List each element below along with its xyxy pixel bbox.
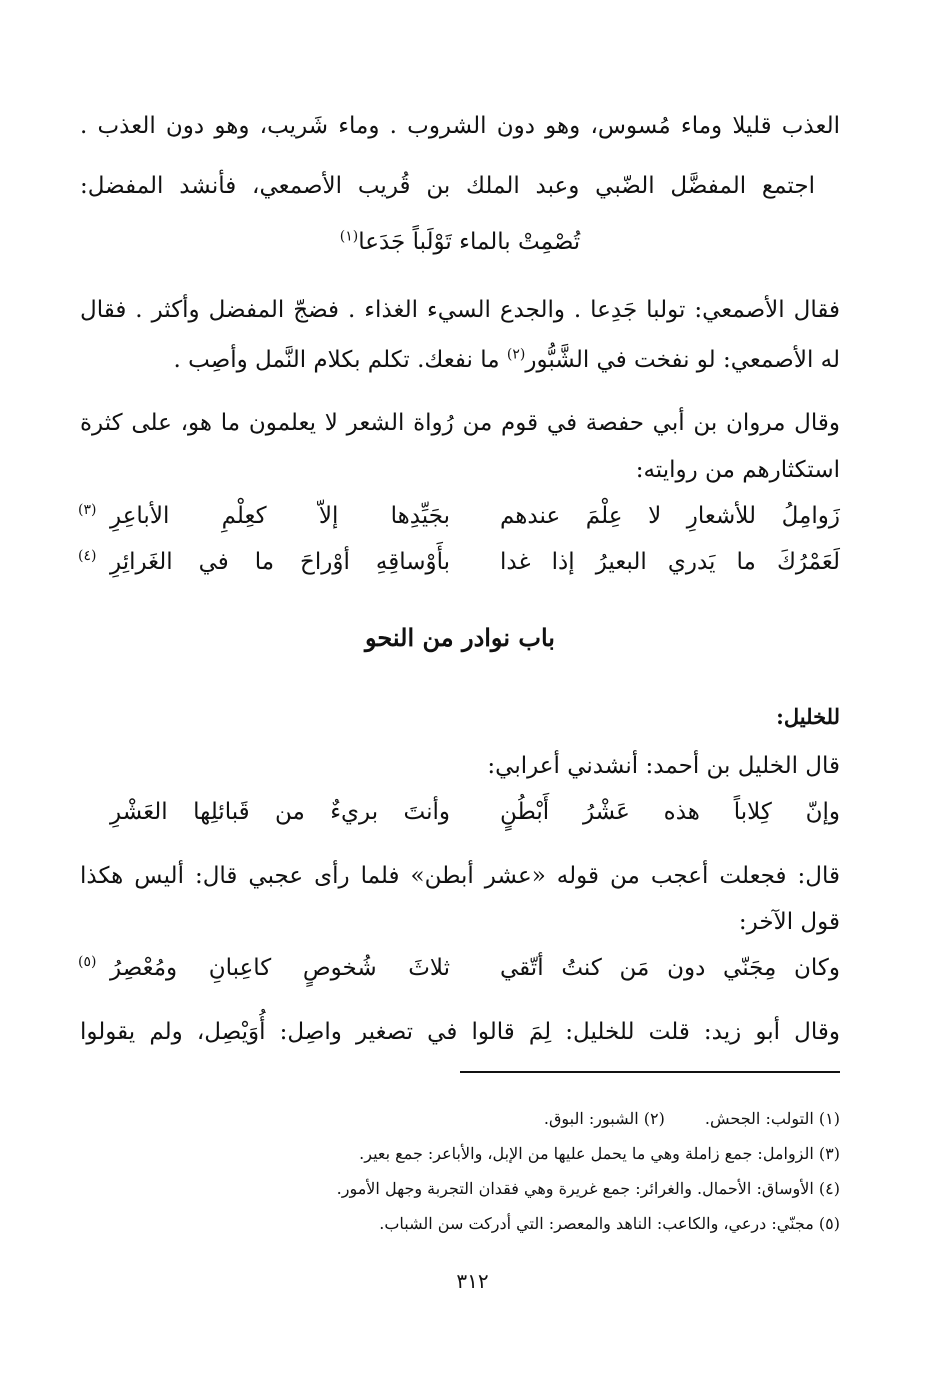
verse-hemistich (110, 496, 450, 536)
footnote-ref: (٢) (506, 346, 526, 363)
paragraph-line: العذب قليلا وماء مُسوس، وهو دون الشروب . وماء شَريب، وهو دون العذب . (80, 113, 840, 139)
verse-hemistich: وكان مِجَنّي دون مَن كنتُ أتّقي (500, 955, 840, 981)
verse-line (110, 792, 840, 832)
quoted-verse (80, 222, 840, 262)
verse-hemistich (110, 542, 450, 582)
verse-text: ثلاثَ شُخوصٍ كاعِبانِ ومُعْصِرُ (110, 955, 450, 981)
verse-line: زَوامِلُ للأشعارِ لا عِلْمَ عندهم بجَيِّدِها إلاّ كعِلْمِ الأباعِرِ (٣) (110, 496, 840, 536)
verse-hemistich (110, 948, 450, 988)
footnote-ref: (١) (339, 228, 359, 245)
verse-hemistich: وإنّ كِلاباً هذه عَشْرُ أَبْطُنٍ (500, 799, 840, 825)
page-number: ٣١٢ (456, 1269, 489, 1293)
footnote: (٥) مجنّي: درعي، والكاعب: الناهد والمعصر: التي أدركت سن الشباب. (379, 1214, 840, 1233)
paragraph-line: قول الآخر: (738, 909, 840, 935)
footnote (110, 1105, 840, 1133)
verse-text: بجَيِّدِها إلاّ كعِلْمِ الأباعِرِ (110, 503, 450, 529)
verse-line: وكان مِجَنّي دون مَن كنتُ أتّقي ثلاثَ شُخوصٍ كاعِبانِ ومُعْصِرُ (٥) (110, 948, 840, 988)
subsection-heading: للخليل: (776, 704, 840, 729)
paragraph-line: اجتمع المفضَّل الضّبي وعبد الملك بن قُريب الأصمعي، فأنشد المفضل: (80, 173, 815, 199)
paragraph-line: قال: فجعلت أعجب من قوله «عشر أبطن» فلما رأى عجبي قال: أليس هكذا (80, 863, 840, 889)
verse-hemistich: وأنتَ بريءٌ من قَبائلِها العَشْرِ (110, 799, 450, 825)
paragraph-line: وقال أبو زيد: قلت للخليل: لِمَ قالوا في تصغير واصِل: أُوَيْصِل، ولم يقولوا (80, 1019, 840, 1045)
verse-line: لَعَمْرُكَ ما يَدري البعيرُ إذا غدا بأَوْساقِهِ أوْراحَ ما في الغَرائِرِ (٤) (110, 542, 840, 582)
paragraph-text: له الأصمعي: لو نفخت في الشَّبُّور (525, 347, 840, 373)
paragraph-line: فقال الأصمعي: تولبا جَدِعا . والجدع السيء الغذاء . فضجّ المفضل وأكثر . فقال (80, 297, 840, 323)
footnote: (٣) الزوامل: جمع زاملة وهي ما يحمل عليها من الإبل، والأباعر: جمع بعير. (359, 1144, 840, 1163)
footnote-divider (460, 1071, 840, 1073)
verse-hemistich: زَوامِلُ للأشعارِ لا عِلْمَ عندهم (500, 503, 840, 529)
footnote-text: (١) التولب: الجحش. (704, 1109, 840, 1128)
footnote-text: (٢) الشبور: البوق. (543, 1109, 665, 1128)
verse-text: بأَوْساقِهِ أوْراحَ ما في الغَرائِرِ (110, 549, 450, 575)
paragraph-line: قال الخليل بن أحمد: أنشدني أعرابي: (487, 753, 840, 779)
paragraph-line (80, 340, 840, 380)
footnote: (٤) الأوساق: الأحمال. والغرائر: جمع غريرة وهي فقدان التجربة وجهل الأمور. (336, 1179, 840, 1198)
paragraph-line: وقال مروان بن أبي حفصة في قوم من رُواة الشعر لا يعلمون ما هو، على كثرة (80, 410, 840, 436)
section-heading: باب نوادر من النحو (365, 623, 555, 652)
paragraph-line: استكثارهم من روايته: (635, 457, 840, 483)
verse-hemistich: لَعَمْرُكَ ما يَدري البعيرُ إذا غدا (500, 549, 840, 575)
paragraph-text: ما نفعك. تكلم بكلام النَّمل وأصِب . (173, 347, 507, 373)
quoted-verse-text: تُصْمِتْ بالماء تَوْلَباً جَدَعا (358, 229, 581, 255)
